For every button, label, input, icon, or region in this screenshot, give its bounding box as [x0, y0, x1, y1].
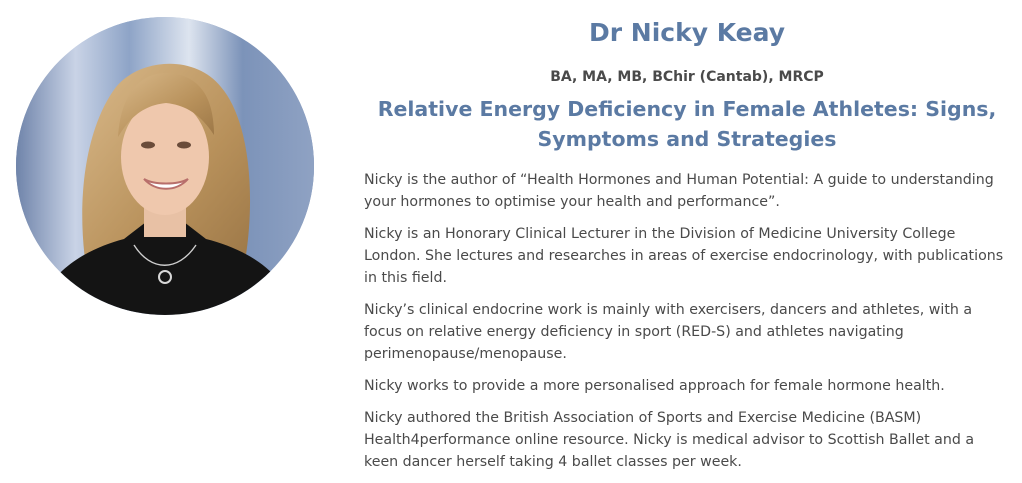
speaker-name: Dr Nicky Keay	[588, 18, 785, 47]
speaker-credentials: BA, MA, MB, BChir (Cantab), MRCP	[550, 69, 824, 85]
bio-paragraph: Nicky works to provide a more personalised approach for female hormone health.	[364, 378, 945, 394]
bio-paragraph: Nicky’s clinical endocrine work is mainly with exercisers, dancers and athletes, with a focus on relative energy deficiency in sport (RED-S) and athletes navigating perimenopause/menopause.	[364, 302, 973, 362]
speaker-content	[362, 0, 1012, 483]
speaker-bio	[362, 169, 1012, 473]
bio-paragraph: Nicky authored the British Association of Sports and Exercise Medicine (BASM) Health4performance online resource. Nicky is medical advisor to Scottish Ballet and a keen dancer herself taking 4 ballet classes per week.	[364, 410, 975, 470]
portrait-photo-icon	[16, 17, 314, 315]
bio-paragraph: Nicky is an Honorary Clinical Lecturer in the Division of Medicine University College London. She lectures and researches in areas of exercise endocrinology, with publications in this field.	[364, 226, 1004, 286]
talk-title: Relative Energy Deficiency in Female Athletes: Signs, Symptoms and Strategies	[377, 97, 997, 151]
profile-photo	[16, 17, 314, 315]
bio-paragraph: Nicky is the author of “Health Hormones and Human Potential: A guide to understanding your hormones to optimise your health and performance”.	[364, 172, 994, 210]
